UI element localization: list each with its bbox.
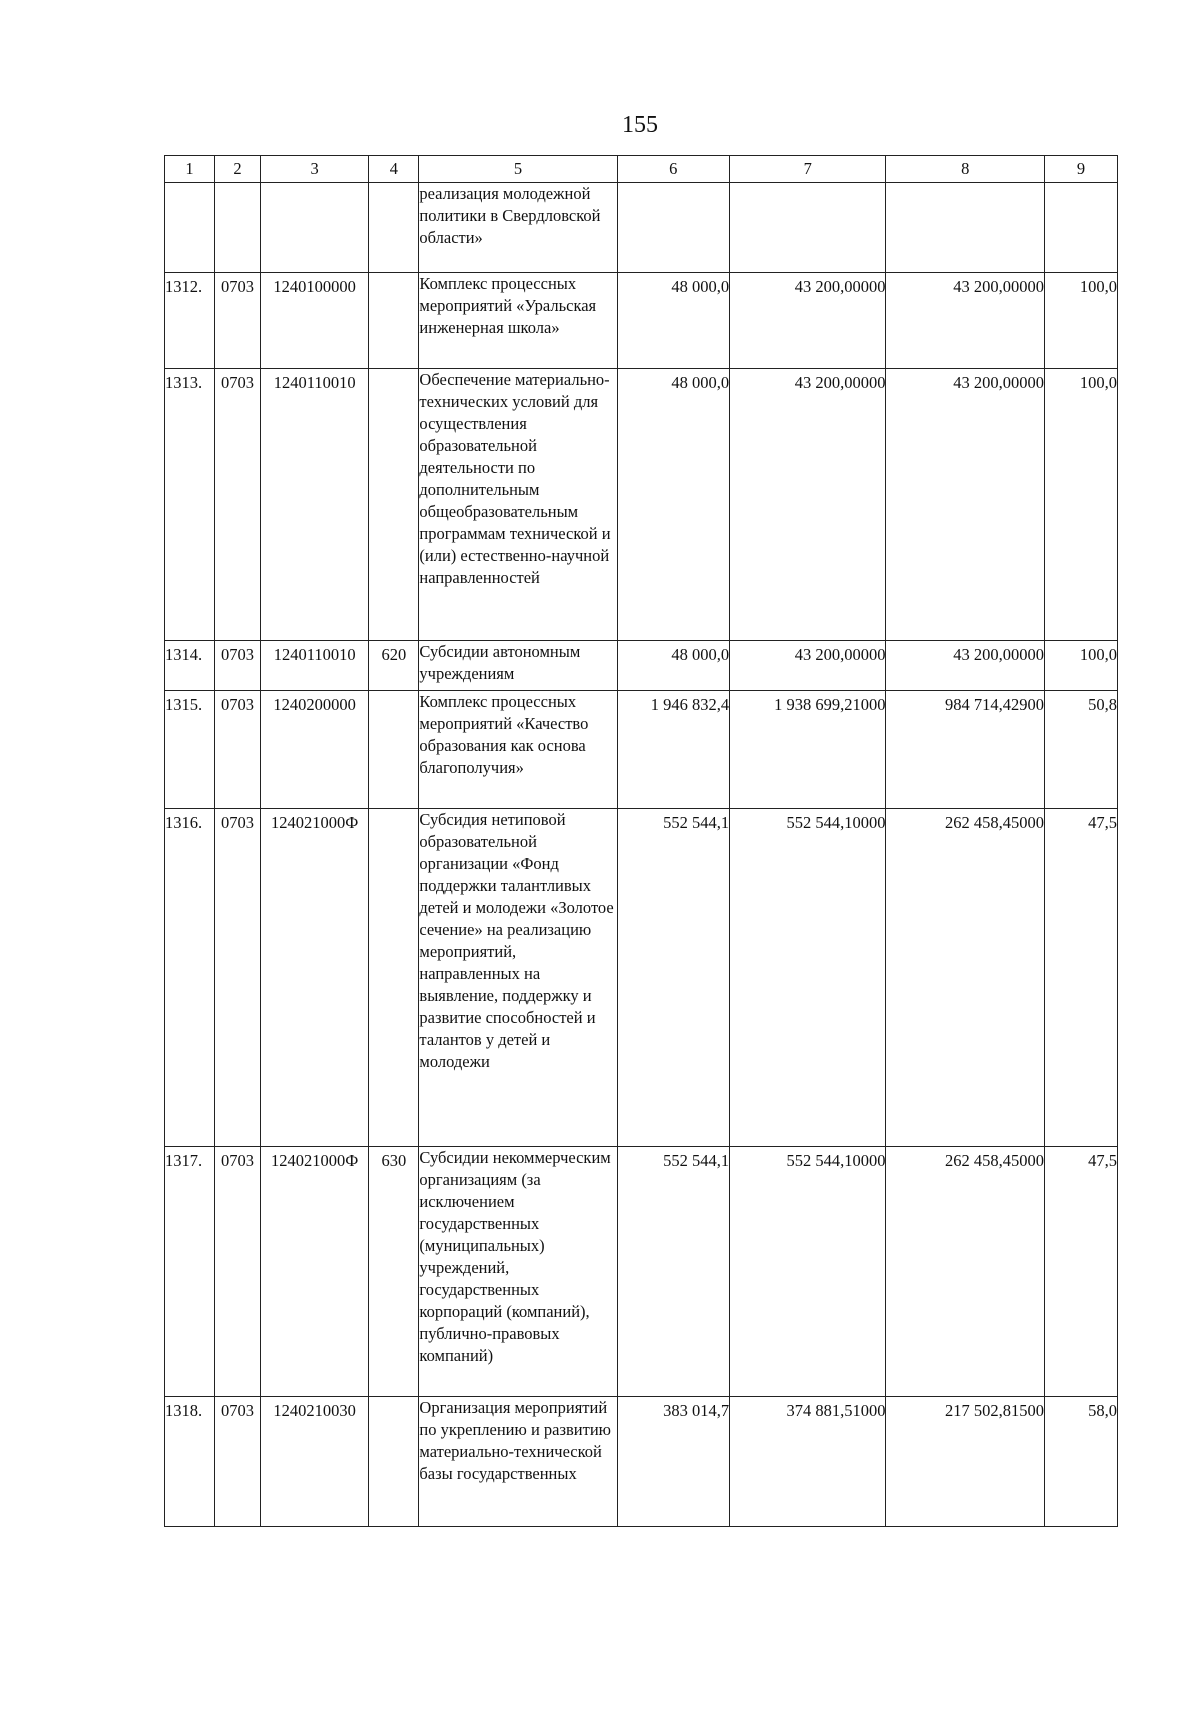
expense-type-cell: 630 xyxy=(369,1147,419,1397)
budget-table xyxy=(164,155,1118,1527)
column-header-9: 9 xyxy=(1044,156,1117,183)
amount-col6-cell xyxy=(617,183,730,273)
target-article-cell: 1240200000 xyxy=(260,691,368,809)
amount-col7-cell xyxy=(730,183,886,273)
amount-col6-cell: 48 000,0 xyxy=(617,369,730,641)
amount-col8-cell: 984 714,42900 xyxy=(886,691,1044,809)
amount-col6-cell: 552 544,1 xyxy=(617,809,730,1147)
amount-col7-cell: 374 881,51000 xyxy=(730,1397,886,1527)
description-cell: Комплекс процессных мероприятий «Уральская инженерная школа» xyxy=(419,273,617,369)
percent-cell: 58,0 xyxy=(1044,1397,1117,1527)
description-cell: Субсидия нетиповой образовательной организации «Фонд поддержки талантливых детей и молодежи «Золотое сечение» на реализацию мероприятий, направленных на выявление, поддержку и развитие способностей и талантов у детей и молодежи xyxy=(419,809,617,1147)
expense-type-cell xyxy=(369,1397,419,1527)
table-row xyxy=(165,691,1118,809)
row-number-cell: 1317. xyxy=(165,1147,215,1397)
amount-col6-cell: 383 014,7 xyxy=(617,1397,730,1527)
percent-cell: 47,5 xyxy=(1044,809,1117,1147)
table-row xyxy=(165,1397,1118,1527)
description-cell: Организация мероприятий по укреплению и развитию материально-технической базы государственных xyxy=(419,1397,617,1527)
amount-col7-cell: 43 200,00000 xyxy=(730,369,886,641)
target-article-cell xyxy=(260,183,368,273)
header-row xyxy=(165,156,1118,183)
amount-col6-cell: 48 000,0 xyxy=(617,273,730,369)
column-header-3: 3 xyxy=(260,156,368,183)
table-row xyxy=(165,273,1118,369)
amount-col8-cell: 43 200,00000 xyxy=(886,369,1044,641)
table-row xyxy=(165,183,1118,273)
target-article-cell: 1240110010 xyxy=(260,369,368,641)
row-number-cell: 1313. xyxy=(165,369,215,641)
percent-cell: 47,5 xyxy=(1044,1147,1117,1397)
row-number-cell: 1312. xyxy=(165,273,215,369)
amount-col7-cell: 43 200,00000 xyxy=(730,273,886,369)
target-article-cell: 1240210030 xyxy=(260,1397,368,1527)
section-code-cell: 0703 xyxy=(215,809,261,1147)
target-article-cell: 124021000Ф xyxy=(260,1147,368,1397)
percent-cell: 50,8 xyxy=(1044,691,1117,809)
column-header-2: 2 xyxy=(215,156,261,183)
amount-col8-cell: 262 458,45000 xyxy=(886,809,1044,1147)
amount-col8-cell: 262 458,45000 xyxy=(886,1147,1044,1397)
amount-col7-cell: 552 544,10000 xyxy=(730,809,886,1147)
description-cell: Комплекс процессных мероприятий «Качество образования как основа благополучия» xyxy=(419,691,617,809)
expense-type-cell xyxy=(369,183,419,273)
section-code-cell xyxy=(215,183,261,273)
amount-col8-cell xyxy=(886,183,1044,273)
table-row xyxy=(165,369,1118,641)
section-code-cell: 0703 xyxy=(215,273,261,369)
percent-cell: 100,0 xyxy=(1044,273,1117,369)
column-header-5: 5 xyxy=(419,156,617,183)
description-cell: Обеспечение материально-технических условий для осуществления образовательной деятельности по дополнительным общеобразовательным программам технической и (или) естественно-научной направленностей xyxy=(419,369,617,641)
page-number: 155 xyxy=(622,112,658,138)
expense-type-cell: 620 xyxy=(369,641,419,691)
description-cell: Субсидии некоммерческим организациям (за исключением государственных (муниципальных) учреждений, государственных корпораций (компаний), публично-правовых компаний) xyxy=(419,1147,617,1397)
percent-cell xyxy=(1044,183,1117,273)
amount-col7-cell: 1 938 699,21000 xyxy=(730,691,886,809)
row-number-cell xyxy=(165,183,215,273)
target-article-cell: 1240100000 xyxy=(260,273,368,369)
expense-type-cell xyxy=(369,369,419,641)
column-header-7: 7 xyxy=(730,156,886,183)
column-header-6: 6 xyxy=(617,156,730,183)
description-cell: Субсидии автономным учреждениям xyxy=(419,641,617,691)
row-number-cell: 1318. xyxy=(165,1397,215,1527)
section-code-cell: 0703 xyxy=(215,369,261,641)
table-row xyxy=(165,809,1118,1147)
section-code-cell: 0703 xyxy=(215,1147,261,1397)
column-header-1: 1 xyxy=(165,156,215,183)
expense-type-cell xyxy=(369,273,419,369)
column-header-4: 4 xyxy=(369,156,419,183)
amount-col7-cell: 43 200,00000 xyxy=(730,641,886,691)
amount-col8-cell: 217 502,81500 xyxy=(886,1397,1044,1527)
column-header-8: 8 xyxy=(886,156,1044,183)
row-number-cell: 1314. xyxy=(165,641,215,691)
amount-col8-cell: 43 200,00000 xyxy=(886,273,1044,369)
description-cell: реализация молодежной политики в Свердловской области» xyxy=(419,183,617,273)
section-code-cell: 0703 xyxy=(215,641,261,691)
percent-cell: 100,0 xyxy=(1044,369,1117,641)
amount-col8-cell: 43 200,00000 xyxy=(886,641,1044,691)
section-code-cell: 0703 xyxy=(215,691,261,809)
amount-col6-cell: 48 000,0 xyxy=(617,641,730,691)
amount-col6-cell: 1 946 832,4 xyxy=(617,691,730,809)
table-row xyxy=(165,641,1118,691)
row-number-cell: 1316. xyxy=(165,809,215,1147)
amount-col6-cell: 552 544,1 xyxy=(617,1147,730,1397)
section-code-cell: 0703 xyxy=(215,1397,261,1527)
table-row xyxy=(165,1147,1118,1397)
row-number-cell: 1315. xyxy=(165,691,215,809)
amount-col7-cell: 552 544,10000 xyxy=(730,1147,886,1397)
target-article-cell: 124021000Ф xyxy=(260,809,368,1147)
target-article-cell: 1240110010 xyxy=(260,641,368,691)
expense-type-cell xyxy=(369,691,419,809)
expense-type-cell xyxy=(369,809,419,1147)
percent-cell: 100,0 xyxy=(1044,641,1117,691)
